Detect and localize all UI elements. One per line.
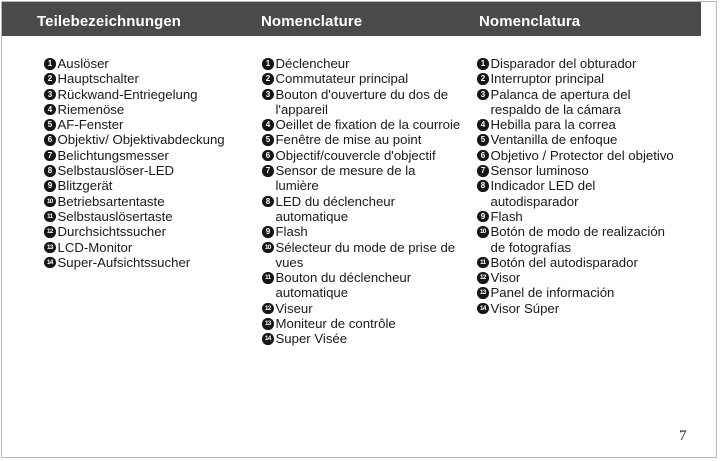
part-label: Botón del autodisparador [490, 254, 638, 270]
part-number-badge: 7 [262, 165, 274, 177]
part-number-badge: 2 [262, 73, 274, 85]
part-list-item [44, 163, 249, 178]
part-label: Sensor luminoso [490, 163, 589, 179]
part-number-badge: 8 [477, 180, 489, 192]
part-number-badge: 2 [44, 73, 56, 85]
part-label: LED du déclencheur automatique [275, 193, 395, 224]
part-label: Hauptschalter [57, 71, 139, 87]
part-label: Hebilla para la correa [490, 117, 616, 133]
spanish-title: Nomenclatura [479, 13, 581, 30]
spanish-parts-list [477, 56, 677, 316]
part-number-badge: 12 [477, 272, 489, 284]
part-label: Palanca de apertura del respaldo de la cámara [490, 86, 631, 117]
part-number-badge: 14 [477, 303, 489, 315]
part-list-item [477, 301, 677, 316]
part-list-item [477, 163, 677, 178]
part-list-item [44, 102, 249, 117]
part-number-badge: 10 [262, 242, 274, 254]
part-label: Commutateur principal [275, 71, 409, 87]
part-label: Disparador del obturador [490, 56, 637, 71]
part-number-badge: 9 [477, 211, 489, 223]
part-list-item [477, 148, 677, 163]
part-list-item [477, 255, 677, 270]
part-number-badge: 2 [477, 73, 489, 85]
part-list-item [477, 132, 677, 147]
part-list-item [477, 117, 677, 132]
part-number-badge: 5 [262, 134, 274, 146]
part-label: Selbstauslösertaste [57, 208, 173, 224]
part-label: Super-Aufsichtssucher [57, 254, 191, 270]
part-list-item [477, 71, 677, 86]
part-list-item [44, 209, 249, 224]
part-list-item [262, 194, 462, 225]
part-number-badge: 1 [44, 58, 56, 70]
part-list-item [44, 56, 249, 71]
part-label: Belichtungsmesser [57, 147, 169, 163]
part-list-item [44, 87, 249, 102]
part-list-item [44, 224, 249, 239]
part-list-item [262, 87, 462, 118]
part-number-badge: 14 [44, 257, 56, 269]
part-label: Blitzgerät [57, 178, 113, 194]
part-label: Auslöser [57, 56, 109, 71]
part-list-item [44, 132, 249, 147]
part-list-item [477, 56, 677, 71]
part-number-badge: 9 [262, 226, 274, 238]
part-number-badge: 9 [44, 180, 56, 192]
part-label: Déclencheur [275, 56, 350, 71]
part-list-item [262, 301, 462, 316]
part-label: Ventanilla de enfoque [490, 132, 618, 148]
part-list-item [477, 224, 677, 255]
part-list-item [262, 148, 462, 163]
part-number-badge: 5 [477, 134, 489, 146]
part-label: Oeillet de fixation de la courroie [275, 117, 461, 133]
part-number-badge: 7 [44, 150, 56, 162]
part-label: Indicador LED del autodisparador [490, 178, 596, 209]
page-number: 7 [679, 428, 687, 444]
header-bar [2, 2, 701, 36]
part-list-item [44, 178, 249, 193]
part-label: LCD-Monitor [57, 239, 133, 255]
part-number-badge: 1 [262, 58, 274, 70]
part-label: Panel de información [490, 285, 615, 301]
part-label: Selbstauslöser-LED [57, 163, 175, 179]
part-label: Objectif/couvercle d'objectif [275, 147, 436, 163]
part-label: Riemenöse [57, 101, 125, 117]
part-number-badge: 13 [477, 287, 489, 299]
part-number-badge: 11 [477, 257, 489, 269]
part-number-badge: 12 [44, 226, 56, 238]
part-number-badge: 3 [262, 89, 274, 101]
part-number-badge: 4 [477, 119, 489, 131]
part-number-badge: 13 [262, 318, 274, 330]
part-label: Fenêtre de mise au point [275, 132, 422, 148]
part-label: Visor Súper [490, 300, 560, 316]
part-list-item [44, 71, 249, 86]
part-label: Moniteur de contrôle [275, 316, 396, 332]
part-label: Flash [490, 208, 523, 224]
part-label: Sélecteur du mode de prise de vues [275, 239, 456, 270]
part-number-badge: 1 [477, 58, 489, 70]
part-list-item [44, 148, 249, 163]
french-parts-list [262, 56, 462, 347]
german-parts-list [44, 56, 249, 270]
part-number-badge: 4 [44, 104, 56, 116]
part-number-badge: 11 [262, 272, 274, 284]
part-list-item [44, 117, 249, 132]
part-list-item [262, 132, 462, 147]
part-list-item [44, 255, 249, 270]
part-label: Super Visée [275, 331, 348, 347]
part-list-item [262, 71, 462, 86]
part-label: Flash [275, 224, 308, 240]
part-number-badge: 6 [477, 150, 489, 162]
part-list-item [262, 117, 462, 132]
part-number-badge: 8 [262, 196, 274, 208]
part-label: Viseur [275, 300, 313, 316]
part-number-badge: 6 [44, 134, 56, 146]
part-list-item [262, 224, 462, 239]
part-number-badge: 12 [262, 303, 274, 315]
part-label: Bouton du déclencheur automatique [275, 270, 412, 301]
part-label: Betriebsartentaste [57, 193, 165, 209]
part-list-item [262, 163, 462, 194]
part-list-item [262, 56, 462, 71]
part-number-badge: 14 [262, 333, 274, 345]
part-number-badge: 3 [44, 89, 56, 101]
part-list-item [477, 270, 677, 285]
part-list-item [477, 209, 677, 224]
part-number-badge: 6 [262, 150, 274, 162]
part-label: Objetivo / Protector del objetivo [490, 147, 674, 163]
part-number-badge: 8 [44, 165, 56, 177]
french-title: Nomenclature [261, 13, 363, 30]
part-number-badge: 4 [262, 119, 274, 131]
part-list-item [477, 285, 677, 300]
part-number-badge: 13 [44, 242, 56, 254]
part-number-badge: 5 [44, 119, 56, 131]
part-label: Rückwand-Entriegelung [57, 86, 198, 102]
part-number-badge: 10 [477, 226, 489, 238]
part-label: Bouton d'ouverture du dos de l'appareil [275, 86, 449, 117]
german-title: Teilebezeichnungen [37, 13, 182, 30]
part-list-item [262, 331, 462, 346]
part-label: AF-Fenster [57, 117, 124, 133]
part-label: Visor [490, 270, 521, 286]
part-list-item [44, 240, 249, 255]
part-label: Objektiv/ Objektivabdeckung [57, 132, 225, 148]
part-list-item [477, 87, 677, 118]
part-label: Sensor de mesure de la lumière [275, 163, 416, 194]
part-list-item [262, 316, 462, 331]
part-label: Botón de modo de realización de fotografías [490, 224, 665, 255]
part-list-item [44, 194, 249, 209]
part-list-item [262, 270, 462, 301]
part-number-badge: 3 [477, 89, 489, 101]
part-list-item [262, 240, 462, 271]
part-number-badge: 10 [44, 196, 56, 208]
part-label: Interruptor principal [490, 71, 605, 87]
part-number-badge: 7 [477, 165, 489, 177]
part-list-item [477, 178, 677, 209]
part-label: Durchsichtssucher [57, 224, 166, 240]
part-number-badge: 11 [44, 211, 56, 223]
